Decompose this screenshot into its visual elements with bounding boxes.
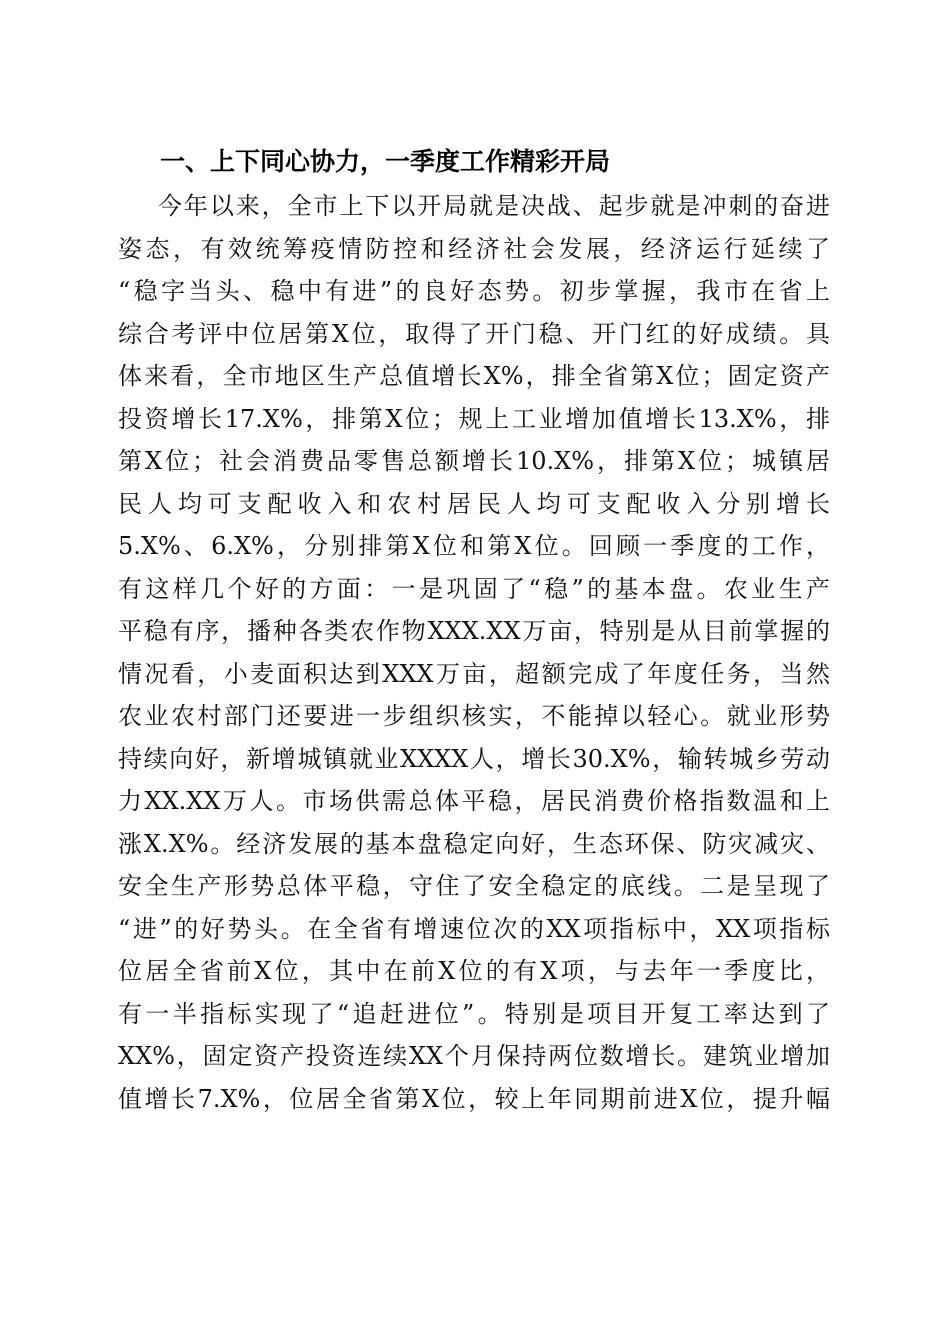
paragraph-line: 安全生产形势总体平稳，守住了安全稳定的底线。二是呈现了 — [118, 872, 830, 900]
paragraph-line: 有这样几个好的方面：一是巩固了“稳”的基本盘。农业生产 — [118, 574, 830, 603]
paragraph-line: 值增长7.X%，位居全省第X位，较上年同期前进X位，提升幅 — [118, 1084, 830, 1113]
paragraph-line: 涨X.X%。经济发展的基本盘稳定向好，生态环保、防灾减灾、 — [118, 829, 830, 858]
paragraph-line: 投资增长17.X%，排第X位；规上工业增加值增长13.X%，排 — [118, 404, 830, 433]
paragraph-line: 情况看，小麦面积达到XXX万亩，超额完成了年度任务，当然 — [118, 659, 830, 688]
paragraph-line: 有一半指标实现了“追赶进位”。特别是项目开复工率达到了 — [118, 999, 830, 1028]
paragraph-line: 姿态，有效统筹疫情防控和经济社会发展，经济运行延续了 — [118, 234, 830, 263]
paragraph-line: 第X位；社会消费品零售总额增长10.X%，排第X位；城镇居 — [118, 447, 830, 475]
paragraph-line: XX%，固定资产投资连续XX个月保持两位数增长。建筑业增加 — [118, 1042, 830, 1070]
paragraph-line: 今年以来，全市上下以开局就是决战、起步就是冲刺的奋进 — [158, 192, 830, 220]
section-heading: 一、上下同心协力，一季度工作精彩开局 — [160, 147, 611, 176]
paragraph-line: 5.X%、6.X%，分别排第X位和第X位。回顾一季度的工作， — [118, 532, 830, 560]
paragraph-line: 民人均可支配收入和农村居民人均可支配收入分别增长 — [118, 489, 830, 518]
paragraph-line: 持续向好，新增城镇就业XXXX人，增长30.X%，输转城乡劳动 — [118, 744, 830, 773]
body-paragraph — [118, 185, 830, 1120]
paragraph-line: “进”的好势头。在全省有增速位次的XX项指标中，XX项指标 — [118, 914, 830, 943]
paragraph-line: 位居全省前X位，其中在前X位的有X项，与去年一季度比， — [118, 957, 830, 985]
paragraph-line: 力XX.XX万人。市场供需总体平稳，居民消费价格指数温和上 — [118, 787, 830, 815]
paragraph-line: 综合考评中位居第X位，取得了开门稳、开门红的好成绩。具 — [118, 319, 830, 348]
paragraph-line: “稳字当头、稳中有进”的良好态势。初步掌握，我市在省上 — [118, 277, 830, 305]
paragraph-line: 平稳有序，播种各类农作物XXX.XX万亩，特别是从目前掌握的 — [118, 617, 830, 645]
paragraph-line: 体来看，全市地区生产总值增长X%，排全省第X位；固定资产 — [118, 362, 830, 390]
paragraph-line: 农业农村部门还要进一步组织核实，不能掉以轻心。就业形势 — [118, 702, 830, 730]
